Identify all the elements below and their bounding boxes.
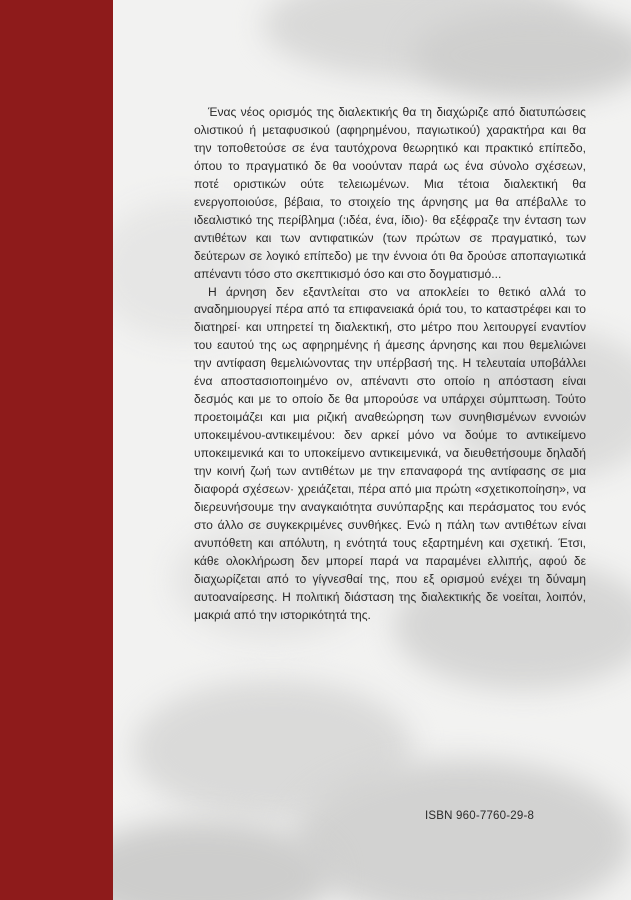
back-cover-text [194, 104, 586, 625]
red-spine-band [0, 0, 113, 900]
isbn-number: ISBN 960-7760-29-8 [425, 810, 535, 822]
paragraph-2: Η άρνηση δεν εξαντλείται στο να αποκλείει το θετικό αλλά το αναδημιουργεί πέρα από τα επιφανειακά όριά του, το καταστρέφει και το διατηρεί· και υπηρετεί τη διαλεκτική, στο μέτρο που λειτουργεί εναντίον του εαυτού της ως αφηρημένης ή άμεσης άρνησης και που θεμελιώνει την αντίφαση θεμελιώνοντας την υπέρβασή της. Η τελευταία υποβάλλει ένα αποστασιοποιημένο ον, απέναντι στο οποίο η απόσταση είναι δεσμός και με το οποίο δε θα μπορούσε να υπάρχει σύμπτωση. Τούτο προετοιμάζει και μια ριζική αναθεώρηση των συνηθισμένων εννοιών υποκειμένου-αντικειμένου: δεν αρκεί μόνο να δούμε το αντικείμενο υποκειμενικά και το υποκείμενο αντικειμενικά, να διευθετήσουμε δηλαδή την κοινή ζωή των αντιθέτων με την επαναφορά της αντίφασης σε μια διαφορά σχέσεων· χρειάζεται, πέρα από μια πρώτη «σχετικοποίηση», να διερευνήσουμε την αναγκαιότητα συνύπαρξης και περάσματος του ενός στο άλλο σε συγκεκριμένες συνθήκες. Ενώ η πάλη των αντιθέτων είναι ανυπόθετη και απόλυτη, η ενότητά τους εξαρτημένη και σχετική. Έτσι, κάθε ολοκλήρωση δεν μπορεί παρά να παραμένει ελλιπής, αφού δε διαχωρίζεται από το γίγνεσθαί της, που εξ ορισμού ενέχει τη δύναμη αυτοαναίρεσης. Η πολιτική διάσταση της διαλεκτικής δε νοείται, λοιπόν, μακριά από την ιστορικότητά της. [194, 284, 586, 622]
paragraph-1: Ένας νέος ορισμός της διαλεκτικής θα τη διαχώριζε από διατυπώσεις ολιστικού ή μεταφυσικού (αφηρημένου, παγιωτικού) χαρακτήρα και θα την τοποθετούσε σε ένα ταυτόχρονα θεωρητικό και πρακτικό επίπεδο, όπου το πραγματικό δε θα νοούνταν παρά ως ένα σύνολο σχέσεων, ποτέ οριστικών ούτε τελειωμένων. Μια τέτοια διαλεκτική θα ενεργοποιούσε, βέβαια, το στοιχείο της άρνησης μα θα απέβαλλε το ιδεαλιστικό της περίβλημα (:ιδέα, ένα, ίδιο)· θα εξέφραζε την ένταση των αντιθέτων και των αντιφατικών (των πρώτων σε πραγματικό, των δεύτερων σε λογικό επίπεδο) με την έννοια ότι θα δρούσε αποπαγιωτικά απέναντι τόσο στο σκεπτικισμό όσο και στο δογματισμό... [194, 105, 586, 281]
